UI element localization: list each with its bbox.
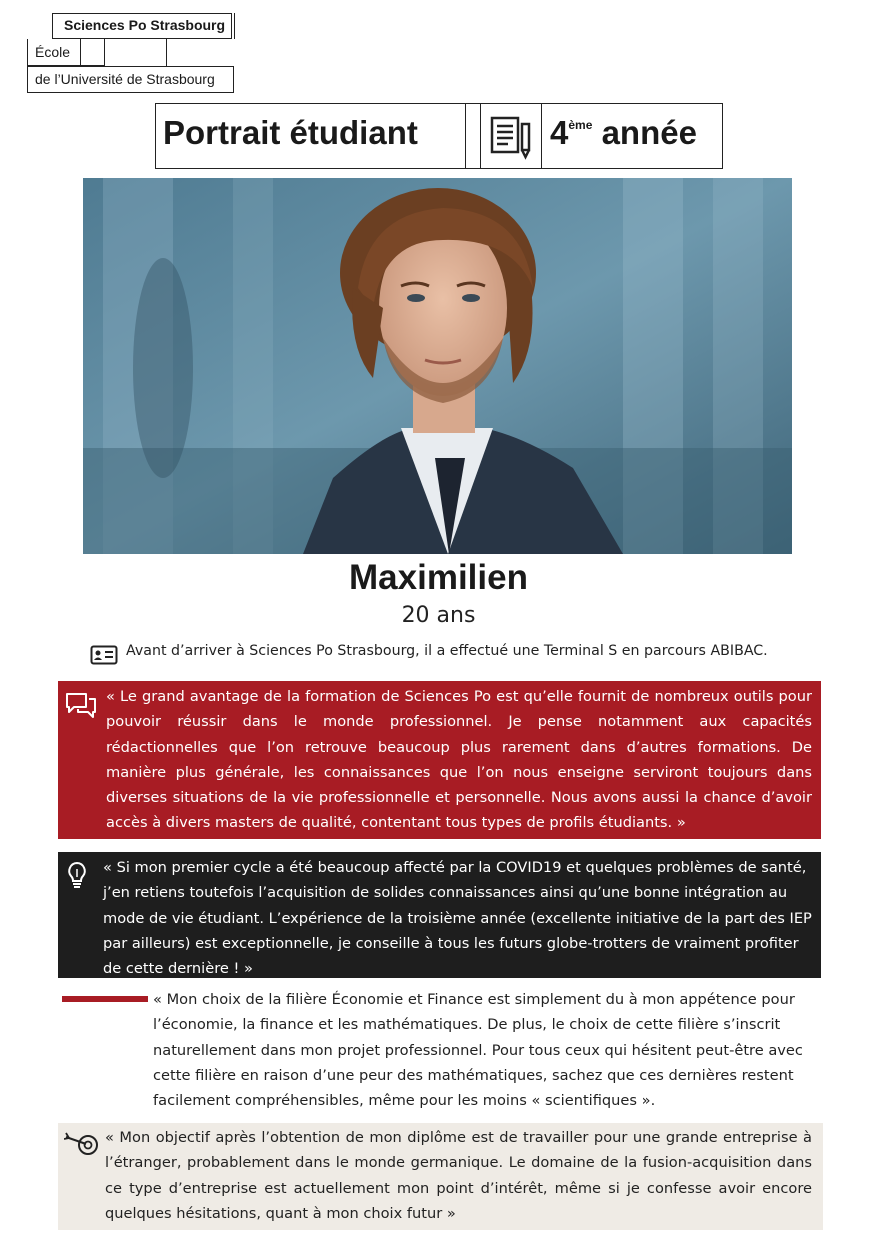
year-suffix: ème bbox=[568, 118, 593, 132]
year-label bbox=[550, 114, 697, 152]
quote-premier-cycle: « Si mon premier cycle a été beaucoup affecté par la COVID19 et quelques problèmes de santé, j’en retiens toutefois l’acquisition de solides connaissances ainsi qu’une bonne intégration au mode de vie étudiant. L’expérience de la troisième année (excellente initiative de la part des IEP par ailleurs) est exceptionnelle, je conseille à tous les futurs globe-trotters de vraiment profiter de cette dernière ! » bbox=[103, 859, 812, 978]
accent-bar bbox=[62, 996, 148, 1002]
target-arrow-icon bbox=[64, 1131, 100, 1157]
logo-divider bbox=[234, 13, 235, 39]
speech-bubbles-icon bbox=[64, 690, 98, 720]
student-name: Maximilien bbox=[349, 558, 528, 597]
student-bio: Avant d’arriver à Sciences Po Strasbourg, il a effectué une Terminal S en parcours ABIBAC. bbox=[126, 643, 768, 659]
year-number: 4 bbox=[550, 114, 569, 151]
banner-divider bbox=[465, 103, 466, 169]
id-card-icon bbox=[90, 645, 118, 665]
logo-universite: de l’Université de Strasbourg bbox=[27, 66, 234, 93]
quote-objectif: « Mon objectif après l’obtention de mon diplôme est de travailler pour une grande entreprise à l’étranger, probablement dans le monde germanique. Le domaine de la fusion-acquisition dans ce type d’entreprise est actuellement mon point d’intérêt, même si je confesse avoir encore quelques hésitations, quant à mon choix futur » bbox=[105, 1129, 812, 1222]
quote-filiere: « Mon choix de la filière Économie et Finance est simplement du à mon appétence pour l’économie, la finance et les mathématiques. De plus, le choix de cette filière s’inscrit naturellement dans mon projet professionnel. Pour tous ceux qui hésitent peut-être avec cette filière en raison d’une peur des mathématiques, sachez que ces dernières restent facilement compréhensibles, même pour les moins « scientifiques ». bbox=[153, 991, 803, 1110]
logo-ecole: École bbox=[27, 39, 81, 66]
logo-sciences-po: Sciences Po Strasbourg bbox=[52, 13, 232, 39]
page-title: Portrait étudiant bbox=[163, 114, 418, 151]
student-photo bbox=[83, 178, 792, 554]
year-word: année bbox=[601, 114, 697, 151]
lightbulb-icon bbox=[66, 860, 88, 890]
banner-divider bbox=[541, 103, 542, 169]
document-pencil-icon bbox=[488, 114, 536, 160]
quote-formation: « Le grand avantage de la formation de Sciences Po est qu’elle fournit de nombreux outils pour pouvoir réussir dans le monde professionnel. Je pense notamment aux capacités rédactionnelles que l’on retrouve beaucoup plus rarement dans d’autres formations. De manière plus générale, les connaissances que l’on nous enseigne serviront toujours dans diverses situations de la vie professionnelle et personnelle. Nous avons aussi la chance d’avoir accès à divers masters de qualité, contentant tous types de profils étudiants. » bbox=[106, 688, 812, 832]
logo-cell bbox=[80, 39, 105, 66]
student-age: 20 ans bbox=[401, 603, 476, 628]
logo-cell bbox=[105, 39, 167, 66]
banner-divider bbox=[480, 103, 481, 169]
